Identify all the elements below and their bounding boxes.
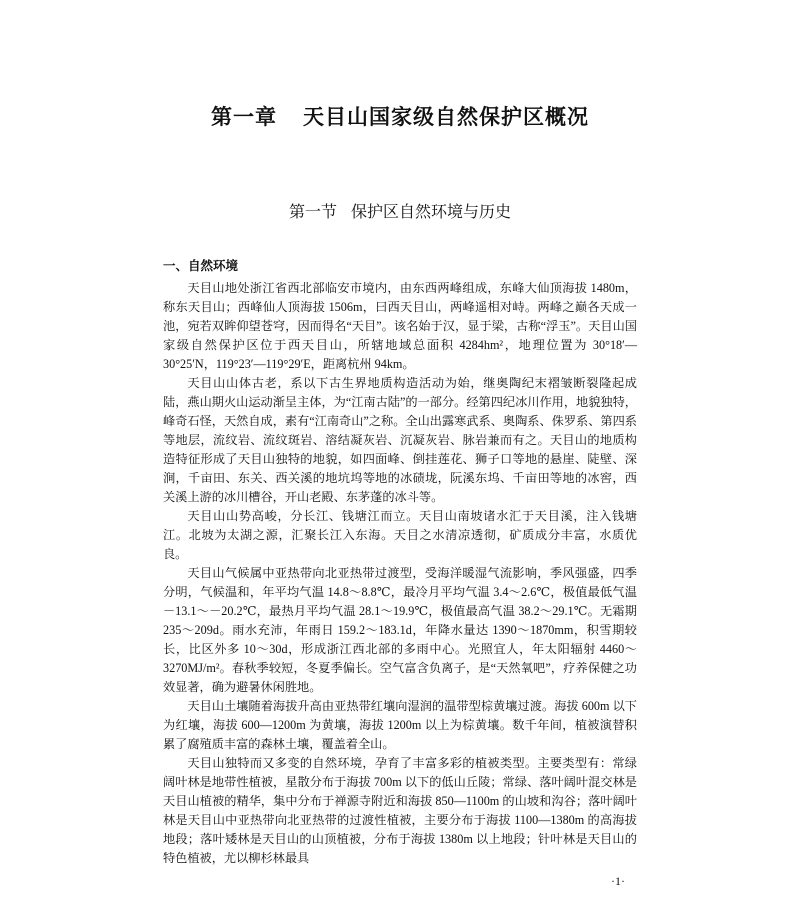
chapter-title xyxy=(163,104,637,132)
section-name: 保护区自然环境与历史 xyxy=(351,204,512,221)
chapter-name: 天目山国家级自然保护区概况 xyxy=(303,106,589,129)
paragraph: 天目山土壤随着海拔升高由亚热带红壤向湿润的温带型棕黄壤过渡。海拔 600m 以下为红壤，海拔 600—1200m 为黄壤，海拔 1200m 以上为棕黄壤。数千年间，植被演替积累了腐殖质丰富的森林土壤，覆盖着全山。 xyxy=(163,699,637,751)
paragraph: 天目山地处浙江省西北部临安市境内，由东西两峰组成，东峰大仙顶海拔 1480m，称东天目山；西峰仙人顶海拔 1506m，曰西天目山，两峰遥相对峙。两峰之巅各天成一池，宛若双眸仰望苍穹，因而得名“天目”。该名始于汉，显于梁，古称“浮玉”。天目山国家级自然保护区位于西天目山，所辖地域总面积 4284hm²，地理位置为 30°18′—30°25′N，119°23′—119°29′E，距离杭州 94km。 xyxy=(163,281,637,371)
paragraph: 天目山独特而又多变的自然环境，孕育了丰富多彩的植被类型。主要类型有：常绿阔叶林是地带性植被，星散分布于海拔 700m 以下的低山丘陵；常绿、落叶阔叶混交林是天目山植被的精华，集中分布于禅源寺附近和海拔 850—1100m 的山坡和沟谷；落叶阔叶林是天目山中亚热带向北亚热带的过渡性植被，主要分布于海拔 1100—1380m 的高海拔地段；落叶矮林是天目山的山顶植被，分布于海拔 1380m 以上地段；针叶林是天目山的特色植被，尤以柳杉林最具 xyxy=(163,756,637,865)
subheading: 一、自然环境 xyxy=(163,259,239,273)
chapter-number: 第一章 xyxy=(211,106,277,129)
section-title xyxy=(163,202,637,224)
paragraph: 天目山山体古老，系以下古生界地质构造活动为始，继奥陶纪末褶皱断裂隆起成陆，燕山期火山运动渐呈主体，为“江南古陆”的一部分。经第四纪冰川作用，地貌独特，峰奇石怪，天然自成，素有“江南奇山”之称。全山出露寒武系、奥陶系、侏罗系、第四系等地层，流纹岩、流纹斑岩、溶结凝灰岩、沉凝灰岩、脉岩兼而有之。天目山的地质构造特征形成了天目山独特的地貌，如四面峰、倒挂莲花、狮子口等地的悬崖、陡壁、深涧，千亩田、东关、西关溪的地坑坞等地的冰碛垅，阮溪东坞、千亩田等地的冰窖，西关溪上游的冰川槽谷，开山老殿、东茅蓬的冰斗等。 xyxy=(163,376,637,504)
paragraph: 天目山山势高峻，分长江、钱塘江而立。天目山南坡诸水汇于天目溪，注入钱塘江。北坡为太湖之源，汇聚长江入东海。天目之水清凉透彻，矿质成分丰富，水质优良。 xyxy=(163,509,637,561)
paragraph: 天目山气候属中亚热带向北亚热带过渡型，受海洋暖湿气流影响，季风强盛，四季分明，气候温和，年平均气温 14.8～8.8℃，最冷月平均气温 3.4～2.6℃，极值最低气温 －13.1～－20.2℃，最热月平均气温 28.1～19.9℃，极值最高气温 38.2～29.1℃。无霜期 235～209d。雨水充沛，年雨日 159.2～183.1d，年降水量达 1390～1870mm，积雪期较长，比区外多 10～30d，形成浙江西北部的多雨中心。光照宜人，年太阳辐射 4460～3270MJ/m²。春秋季较短，冬夏季偏长。空气富含负离子，是“天然氧吧”，疗养保健之功效显著，确为避暑休闲胜地。 xyxy=(163,566,637,694)
page-number: ·1· xyxy=(611,874,625,888)
section-number: 第一节 xyxy=(288,204,337,221)
body-text xyxy=(163,279,637,868)
